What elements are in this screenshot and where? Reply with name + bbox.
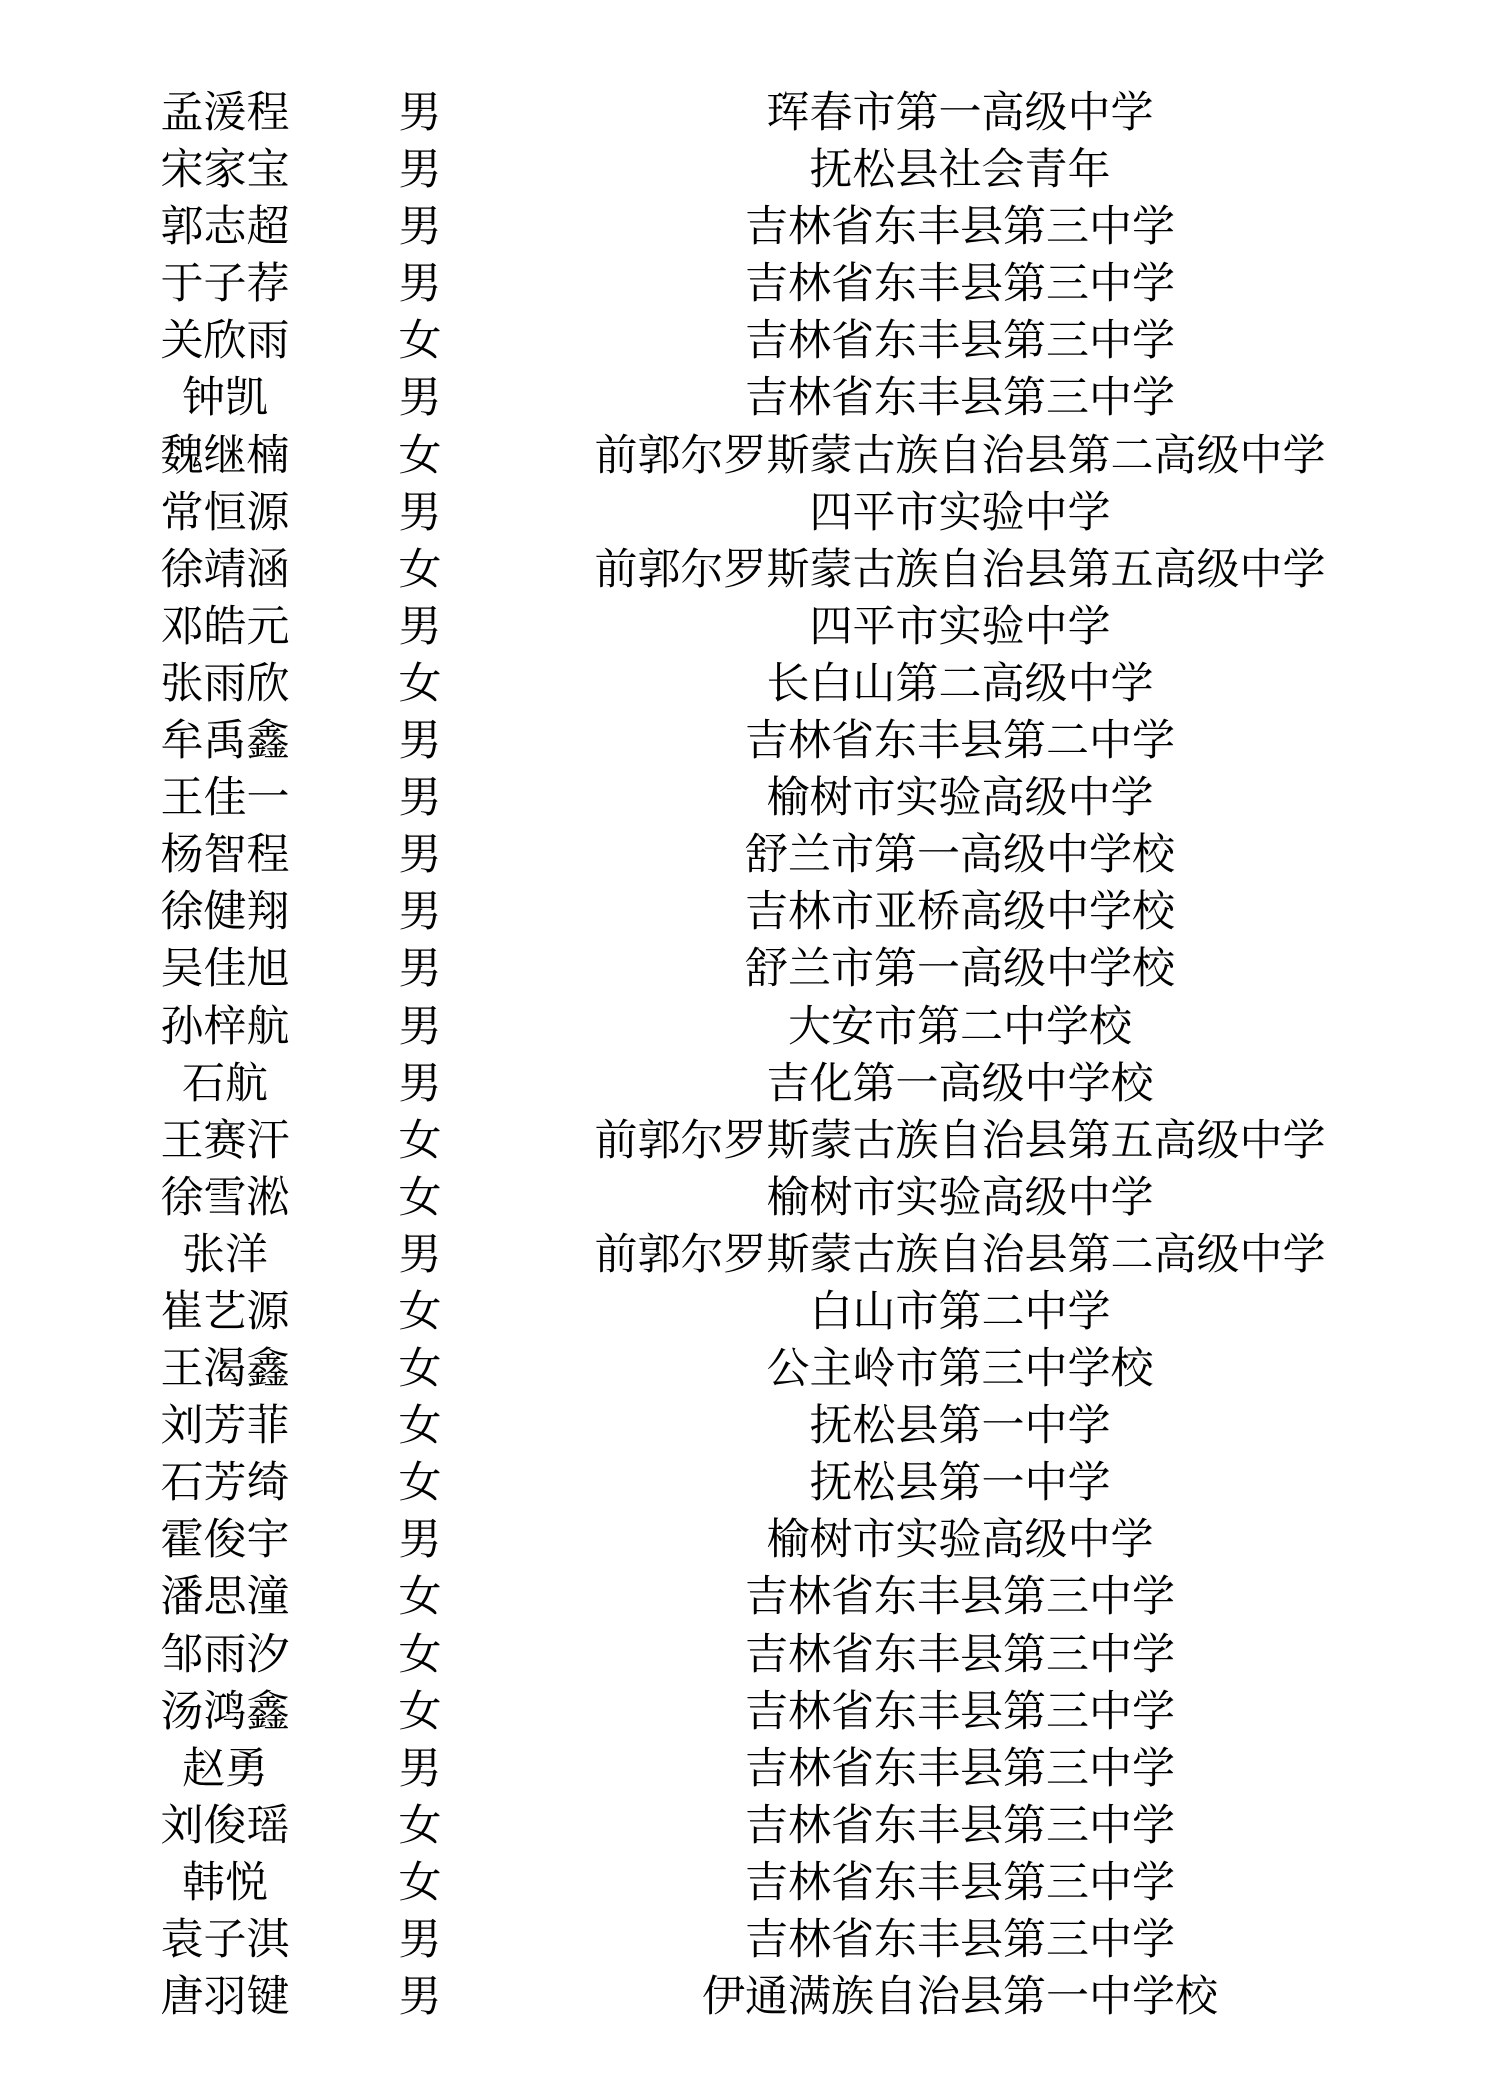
student-gender: 女 (398, 1800, 442, 1851)
student-name: 关欣雨 (160, 316, 290, 367)
student-name: 崔艺源 (160, 1286, 290, 1337)
student-school: 吉林省东丰县第二中学 (745, 716, 1175, 767)
student-name: 宋家宝 (160, 145, 290, 196)
student-school: 吉林省东丰县第三中学 (745, 259, 1175, 310)
student-gender: 男 (398, 259, 442, 310)
student-school: 吉林省东丰县第三中学 (745, 316, 1175, 367)
student-gender: 男 (398, 145, 442, 196)
student-gender: 男 (398, 1515, 442, 1566)
student-gender: 女 (398, 1572, 442, 1623)
student-gender: 女 (398, 1629, 442, 1680)
student-school: 吉林省东丰县第三中学 (745, 202, 1175, 253)
student-school: 白山市第二中学 (809, 1286, 1111, 1337)
student-school: 榆树市实验高级中学 (766, 773, 1154, 824)
student-gender: 女 (398, 658, 442, 709)
student-school: 吉林省东丰县第三中学 (745, 1572, 1175, 1623)
student-school: 榆树市实验高级中学 (766, 1515, 1154, 1566)
list-item (0, 1284, 1496, 1341)
student-name: 邓皓元 (160, 601, 290, 652)
student-school: 四平市实验中学 (809, 487, 1111, 538)
list-item (0, 1341, 1496, 1398)
student-school: 吉林省东丰县第三中学 (745, 373, 1175, 424)
student-gender: 女 (398, 544, 442, 595)
student-gender: 男 (398, 373, 442, 424)
list-item (0, 1798, 1496, 1855)
list-item (0, 142, 1496, 199)
student-name: 徐雪淞 (160, 1172, 290, 1223)
student-gender: 男 (398, 944, 442, 995)
student-name: 钟凯 (182, 373, 268, 424)
student-gender: 男 (398, 1743, 442, 1794)
student-name: 郭志超 (160, 202, 290, 253)
student-gender: 男 (398, 830, 442, 881)
student-name: 张雨欣 (160, 658, 290, 709)
list-item (0, 1969, 1496, 2026)
student-school: 前郭尔罗斯蒙古族自治县第二高级中学 (594, 430, 1326, 481)
list-item (0, 1398, 1496, 1455)
student-school: 前郭尔罗斯蒙古族自治县第二高级中学 (594, 1229, 1326, 1280)
student-school: 抚松县社会青年 (809, 145, 1111, 196)
student-school: 伊通满族自治县第一中学校 (702, 1972, 1218, 2023)
student-name: 王佳一 (160, 773, 290, 824)
student-school: 舒兰市第一高级中学校 (745, 944, 1175, 995)
student-name: 韩悦 (182, 1857, 268, 1908)
student-gender: 女 (398, 430, 442, 481)
list-item (0, 999, 1496, 1056)
student-gender: 男 (398, 887, 442, 938)
student-gender: 男 (398, 1972, 442, 2023)
student-gender: 女 (398, 1857, 442, 1908)
list-item (0, 370, 1496, 427)
list-item (0, 941, 1496, 998)
student-name: 孟湲程 (160, 88, 290, 138)
student-name: 潘思潼 (160, 1572, 290, 1623)
student-school: 吉林省东丰县第三中学 (745, 1857, 1175, 1908)
student-name: 唐羽键 (160, 1972, 290, 2023)
student-gender: 女 (398, 316, 442, 367)
list-item (0, 827, 1496, 884)
student-name: 徐靖涵 (160, 544, 290, 595)
list-item (0, 1569, 1496, 1626)
student-school: 大安市第二中学校 (788, 1001, 1132, 1052)
student-name: 徐健翔 (160, 887, 290, 938)
student-school: 长白山第二高级中学 (766, 658, 1154, 709)
student-name: 孙梓航 (160, 1001, 290, 1052)
student-school: 吉林省东丰县第三中学 (745, 1800, 1175, 1851)
list-item (0, 428, 1496, 485)
list-item (0, 599, 1496, 656)
list-item (0, 542, 1496, 599)
student-gender: 男 (398, 202, 442, 253)
student-gender: 女 (398, 1286, 442, 1337)
student-name: 王渴鑫 (160, 1344, 290, 1395)
student-school: 吉化第一高级中学校 (766, 1058, 1154, 1109)
student-school: 吉林省东丰县第三中学 (745, 1743, 1175, 1794)
student-gender: 女 (398, 1172, 442, 1223)
list-item (0, 256, 1496, 313)
student-gender: 女 (398, 1115, 442, 1166)
student-school: 吉林市亚桥高级中学校 (745, 887, 1175, 938)
student-name: 汤鸿鑫 (160, 1686, 290, 1737)
student-name: 刘芳菲 (160, 1401, 290, 1452)
student-name: 吴佳旭 (160, 944, 290, 995)
student-gender: 男 (398, 1229, 442, 1280)
student-gender: 女 (398, 1344, 442, 1395)
student-name: 杨智程 (160, 830, 290, 881)
student-name: 袁子淇 (160, 1915, 290, 1965)
student-school: 抚松县第一中学 (809, 1458, 1111, 1509)
student-name: 常恒源 (160, 487, 290, 538)
student-school: 四平市实验中学 (809, 601, 1111, 652)
student-name: 刘俊瑶 (160, 1800, 290, 1851)
student-gender: 男 (398, 773, 442, 824)
list-item (0, 1512, 1496, 1569)
student-gender: 女 (398, 1458, 442, 1509)
student-gender: 男 (398, 1058, 442, 1109)
list-item (0, 656, 1496, 713)
student-school: 前郭尔罗斯蒙古族自治县第五高级中学 (594, 544, 1326, 595)
student-name: 王赛汗 (160, 1115, 290, 1166)
student-gender: 男 (398, 1915, 442, 1965)
student-school: 舒兰市第一高级中学校 (745, 830, 1175, 881)
list-item (0, 884, 1496, 941)
list-item (0, 1113, 1496, 1170)
list-item (0, 1627, 1496, 1684)
list-item (0, 85, 1496, 142)
list-item (0, 1170, 1496, 1227)
list-item (0, 1684, 1496, 1741)
student-gender: 男 (398, 487, 442, 538)
list-item (0, 485, 1496, 542)
list-item (0, 770, 1496, 827)
student-name: 牟禹鑫 (160, 716, 290, 767)
student-school: 抚松县第一中学 (809, 1401, 1111, 1452)
student-gender: 女 (398, 1401, 442, 1452)
list-item (0, 1455, 1496, 1512)
list-item (0, 199, 1496, 256)
student-name: 于子荐 (160, 259, 290, 310)
student-gender: 男 (398, 601, 442, 652)
student-gender: 男 (398, 88, 442, 138)
roster-list (0, 85, 1496, 2026)
student-name: 霍俊宇 (160, 1515, 290, 1566)
student-school: 榆树市实验高级中学 (766, 1172, 1154, 1223)
student-school: 公主岭市第三中学校 (766, 1344, 1154, 1395)
list-item (0, 1912, 1496, 1969)
student-name: 邹雨汐 (160, 1629, 290, 1680)
student-name: 赵勇 (182, 1743, 268, 1794)
list-item (0, 713, 1496, 770)
student-school: 珲春市第一高级中学 (766, 88, 1154, 138)
student-gender: 女 (398, 1686, 442, 1737)
list-item (0, 1056, 1496, 1113)
student-school: 吉林省东丰县第三中学 (745, 1915, 1175, 1965)
student-gender: 男 (398, 1001, 442, 1052)
student-gender: 男 (398, 716, 442, 767)
list-item (0, 313, 1496, 370)
student-name: 石航 (182, 1058, 268, 1109)
list-item (0, 1741, 1496, 1798)
list-item (0, 1855, 1496, 1912)
student-name: 魏继楠 (160, 430, 290, 481)
student-name: 石芳绮 (160, 1458, 290, 1509)
student-school: 前郭尔罗斯蒙古族自治县第五高级中学 (594, 1115, 1326, 1166)
student-name: 张洋 (182, 1229, 268, 1280)
student-school: 吉林省东丰县第三中学 (745, 1686, 1175, 1737)
student-school: 吉林省东丰县第三中学 (745, 1629, 1175, 1680)
list-item (0, 1227, 1496, 1284)
